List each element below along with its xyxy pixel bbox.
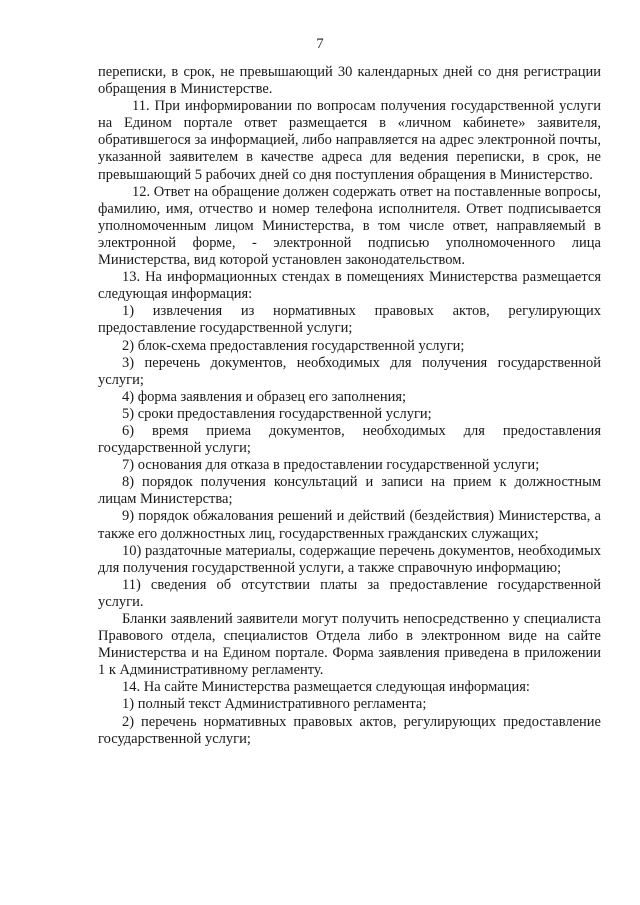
list-item: 7) основания для отказа в предоставлении государственной услуги; [122,457,540,474]
list-item: 3) перечень документов, необходимых для получения государственной услуги; [98,354,601,388]
paragraph-11: 11. При информировании по вопросам получения государственной услуги на Едином портале ответ размещается в «личном кабинете» заявителя, обратившегося за информацией, либо направляется на адрес электронной почты, указанной заявителем в качестве адреса для ведения переписки, в срок, не превышающий 5 рабочих дней со дня поступления обращения в Министерство. [98,98,601,183]
page-number: 7 [316,36,324,52]
list-item: 1) полный текст Административного регламента; [122,696,427,713]
list-item: 4) форма заявления и образец его заполнения; [122,388,407,405]
list-item: 8) порядок получения консультаций и записи на прием к должностным лицам Министерства; [98,474,601,508]
list-item: 10) раздаточные материалы, содержащие перечень документов, необходимых для получения государственной услуги, а также справочную информацию; [98,542,601,576]
paragraph-continuation: переписки, в срок, не превышающий 30 календарных дней со дня регистрации обращения в Министерстве. [98,64,601,98]
list-item: 2) блок-схема предоставления государственной услуги; [122,337,465,354]
paragraph-14: 14. На сайте Министерства размещается следующая информация: [122,679,530,696]
list-item: 11) сведения об отсутствии платы за предоставление государственной услуги. [98,576,601,610]
document-body [98,64,601,748]
paragraph-12: 12. Ответ на обращение должен содержать ответ на поставленные вопросы, фамилию, имя, отчество и номер телефона исполнителя. Ответ подписывается уполномоченным лицом Министерства, в том числе ответ, направляемый в электронной форме, - электронной подписью уполномоченного лица Министерства, вид которой установлен законодательством. [98,183,601,269]
paragraph-forms: Бланки заявлений заявители могут получить непосредственно у специалиста Правового отдела, специалистов Отдела либо в электронном виде на сайте Министерства и на Едином портале. Форма заявления приведена в приложении 1 к Административному регламенту. [98,611,601,679]
list-item: 2) перечень нормативных правовых актов, регулирующих предоставление государственной услуги; [98,713,601,747]
list-item: 1) извлечения из нормативных правовых актов, регулирующих предоставление государственной услуги; [98,303,601,337]
list-item: 5) сроки предоставления государственной услуги; [122,405,432,422]
list-item: 9) порядок обжалования решений и действий (бездействия) Министерства, а также его должностных лиц, государственных гражданских служащих; [98,508,601,542]
list-item: 6) время приема документов, необходимых для предоставления государственной услуги; [98,422,601,457]
paragraph-13: 13. На информационных стендах в помещениях Министерства размещается следующая информация: [98,269,601,303]
